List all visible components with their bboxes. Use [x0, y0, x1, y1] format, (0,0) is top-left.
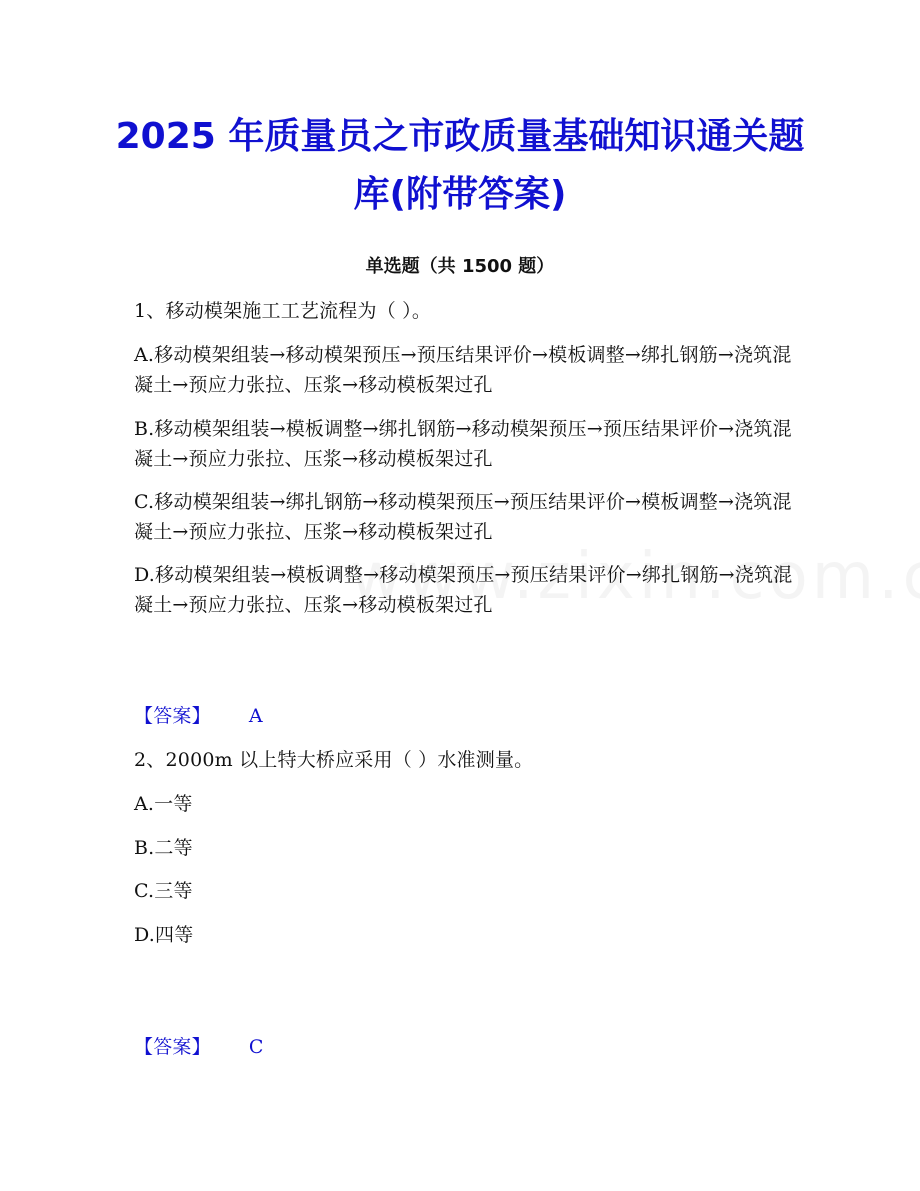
question-1-stem: 1、移动模架施工工艺流程为（ ）。 — [134, 300, 432, 322]
question-1-option-a: A.移动模架组装→移动模架预压→预压结果评价→模板调整→绑扎钢筋→浇筑混凝土→预应力张拉、压浆→移动模板架过孔 — [134, 344, 792, 396]
question-2-answer — [134, 1032, 794, 1062]
answer-tag: 【答案】 — [134, 1036, 211, 1058]
question-2-option-d: D.四等 — [134, 924, 194, 946]
section-heading: 单选题（共 1500 题） — [365, 256, 555, 277]
question-1-option-b: B.移动模架组装→模板调整→绑扎钢筋→移动模架预压→预压结果评价→浇筑混凝土→预应力张拉、压浆→移动模板架过孔 — [134, 418, 792, 470]
question-2-option-c: C.三等 — [134, 880, 193, 902]
question-2-option-a: A.一等 — [134, 793, 193, 815]
answer-tag: 【答案】 — [134, 705, 211, 727]
question-1-answer — [134, 701, 794, 731]
answer-value: C — [248, 1036, 264, 1058]
document-title: 2025 年质量员之市政质量基础知识通关题库(附带答案) — [115, 116, 805, 215]
question-1-option-c: C.移动模架组装→绑扎钢筋→移动模架预压→预压结果评价→模板调整→浇筑混凝土→预应力张拉、压浆→移动模板架过孔 — [134, 491, 792, 543]
question-2-stem: 2、2000m 以上特大桥应采用（ ）水准测量。 — [134, 749, 534, 771]
question-2-option-b: B.二等 — [134, 837, 193, 859]
question-1-option-d: D.移动模架组装→模板调整→移动模架预压→预压结果评价→绑扎钢筋→浇筑混凝土→预应力张拉、压浆→移动模板架过孔 — [134, 564, 793, 616]
answer-value: A — [248, 705, 263, 727]
